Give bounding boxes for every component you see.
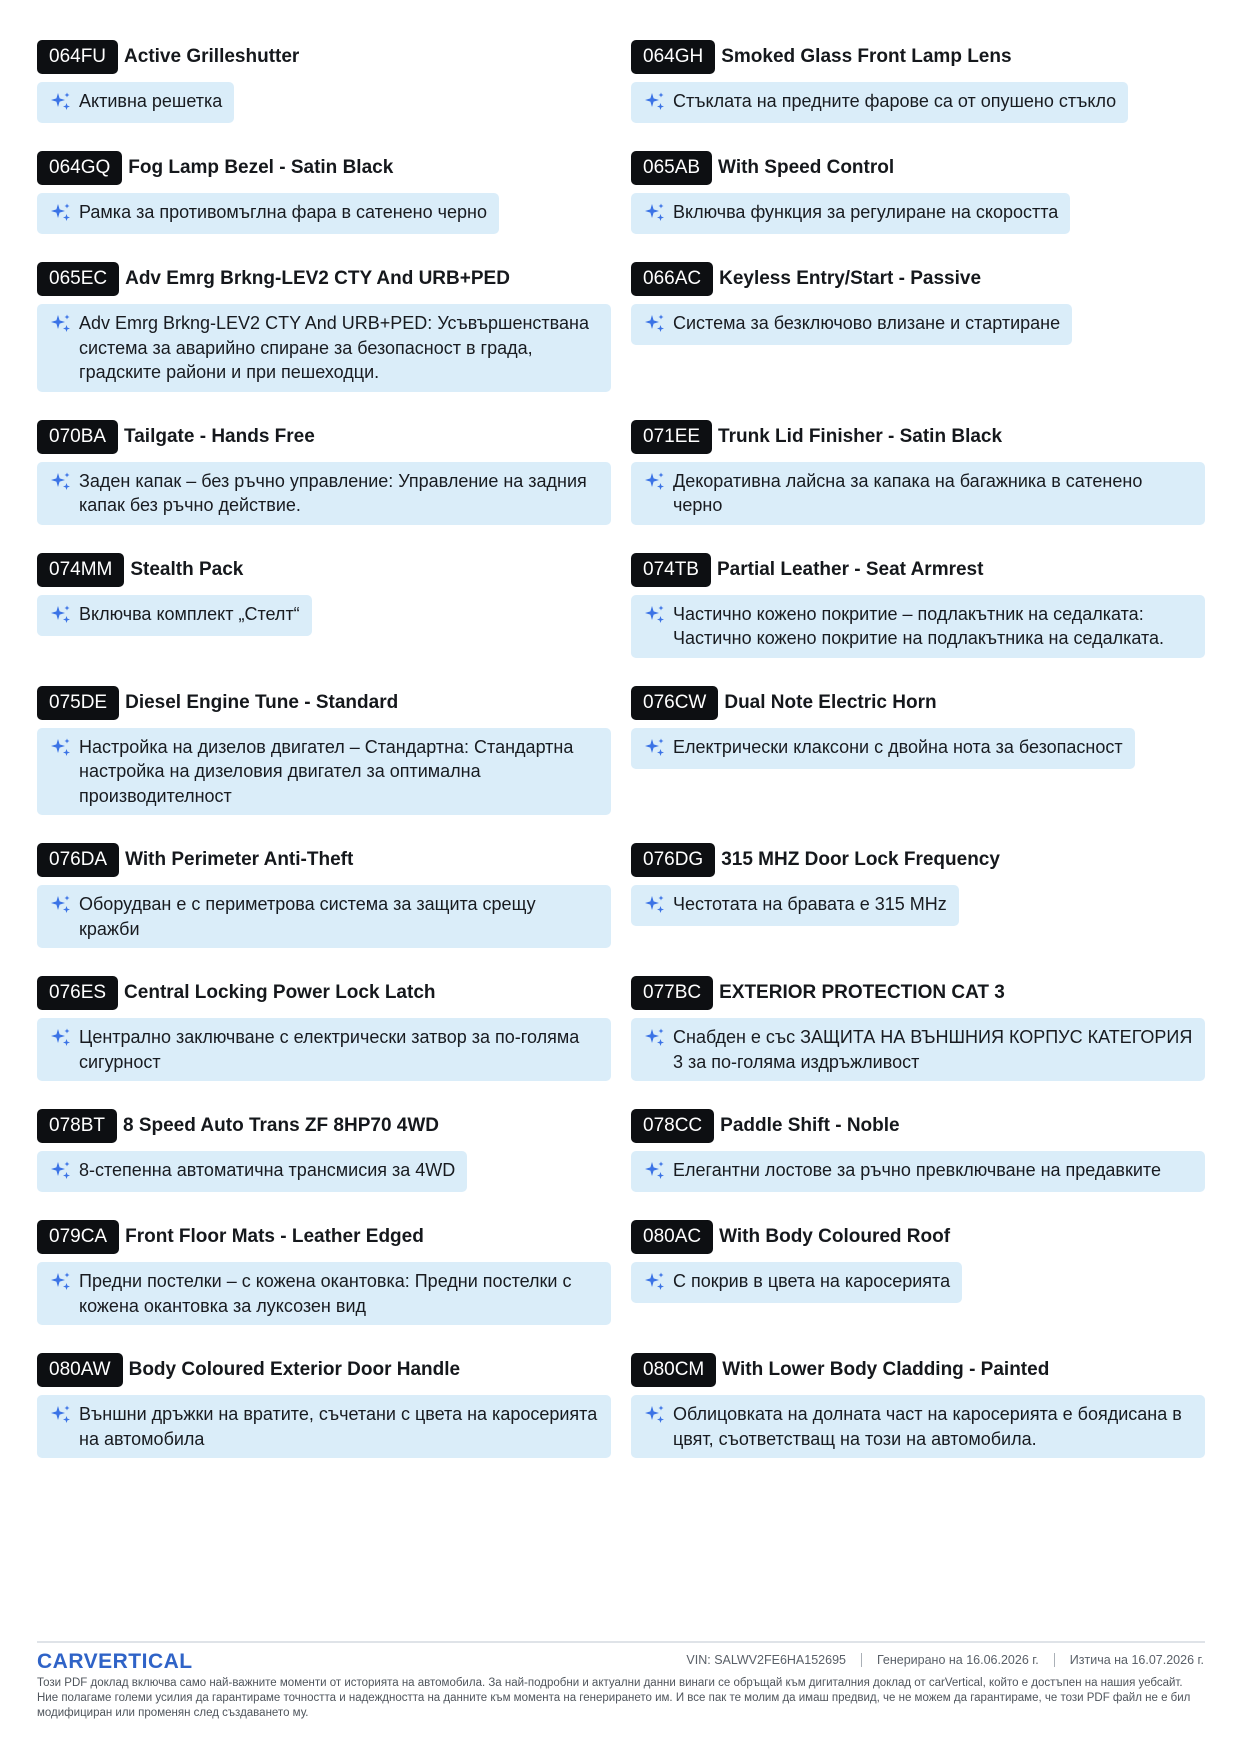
feature-title: Fog Lamp Bezel - Satin Black (128, 157, 394, 178)
feature-title: With Speed Control (718, 157, 895, 178)
feature-item (631, 420, 1205, 525)
expiry-date: Изтича на 16.07.2026 г. (1069, 1653, 1204, 1667)
feature-header (37, 1220, 611, 1254)
description-text: Външни дръжки на вратите, съчетани с цвета на каросерията на автомобила (79, 1404, 598, 1449)
feature-item (631, 1220, 1205, 1325)
option-code: 076CW (631, 686, 718, 720)
description-text: Електрически клаксони с двойна нота за безопасност (673, 736, 1123, 757)
feature-description (37, 82, 234, 123)
vin-number: VIN: SALWV2FE6HA152695 (686, 1653, 846, 1667)
feature-item (631, 40, 1205, 123)
option-code: 064GH (631, 40, 715, 74)
feature-header (37, 1109, 611, 1143)
ai-sparkle-icon (643, 736, 669, 762)
feature-title: Active Grilleshutter (124, 46, 300, 67)
feature-description (37, 1018, 611, 1081)
feature-item (37, 1109, 611, 1192)
feature-title: With Perimeter Anti-Theft (125, 849, 354, 870)
description-text: Оборудван е с периметрова система за защита срещу кражби (79, 894, 536, 939)
description-text: Частично кожено покритие – подлакътник на седалката: Частично кожено покритие на подлакътника на седалката. (673, 603, 1165, 648)
ai-sparkle-icon (643, 1159, 669, 1185)
feature-header (37, 40, 611, 74)
feature-title: Diesel Engine Tune - Standard (125, 691, 399, 713)
feature-item (37, 686, 611, 816)
option-code: 071EE (631, 420, 712, 454)
feature-item (37, 151, 611, 234)
option-code: 075DE (37, 686, 119, 720)
ai-sparkle-icon (643, 893, 669, 919)
description-text: 8-степенна автоматична трансмисия за 4WD (79, 1160, 456, 1180)
feature-title: Paddle Shift - Noble (720, 1115, 900, 1136)
description-text: Заден капак – без ръчно управление: Управление на задния капак без ръчно действие. (79, 470, 587, 515)
feature-title: Trunk Lid Finisher - Satin Black (718, 425, 1003, 447)
ai-sparkle-icon (49, 312, 75, 338)
feature-title: Stealth Pack (130, 558, 244, 580)
feature-title: 8 Speed Auto Trans ZF 8HP70 4WD (122, 1115, 440, 1136)
feature-item (631, 686, 1205, 816)
option-code: 076ES (37, 976, 118, 1010)
feature-title: 315 MHZ Door Lock Frequency (721, 849, 1000, 870)
feature-title: Tailgate - Hands Free (124, 425, 315, 447)
option-code: 065AB (631, 151, 712, 185)
option-code: 070BA (37, 420, 118, 454)
ai-sparkle-icon (49, 893, 75, 919)
meta-divider (861, 1653, 862, 1667)
ai-sparkle-icon (49, 1026, 75, 1052)
ai-sparkle-icon (49, 736, 75, 762)
feature-header (631, 553, 1205, 587)
feature-description (631, 462, 1205, 525)
option-code: 078BT (37, 1109, 117, 1143)
feature-title: With Lower Body Cladding - Painted (722, 1359, 1050, 1380)
feature-item (631, 976, 1205, 1081)
option-code: 080AC (631, 1220, 713, 1254)
ai-sparkle-icon (49, 201, 75, 227)
feature-item (631, 1353, 1205, 1458)
feature-description (37, 885, 611, 948)
option-code: 079CA (37, 1220, 119, 1254)
ai-sparkle-icon (49, 1403, 75, 1429)
footer-meta (686, 1653, 1204, 1667)
feature-header (631, 262, 1205, 296)
feature-item (37, 1220, 611, 1325)
option-code: 064GQ (37, 151, 122, 185)
ai-sparkle-icon (49, 90, 75, 116)
feature-item (37, 262, 611, 392)
feature-item (631, 262, 1205, 392)
option-code: 065EC (37, 262, 119, 296)
feature-description (37, 462, 611, 525)
ai-sparkle-icon (643, 470, 669, 496)
meta-divider (1054, 1653, 1055, 1667)
feature-description (631, 1395, 1205, 1458)
ai-sparkle-icon (643, 201, 669, 227)
feature-description (37, 1151, 467, 1192)
feature-item (631, 553, 1205, 658)
feature-header (37, 843, 611, 877)
feature-item (631, 843, 1205, 948)
feature-description (37, 728, 611, 816)
feature-header (37, 553, 611, 587)
feature-header (631, 420, 1205, 454)
ai-sparkle-icon (49, 470, 75, 496)
feature-item (37, 843, 611, 948)
feature-header (631, 1220, 1205, 1254)
feature-header (37, 420, 611, 454)
description-text: Adv Emrg Brkng-LEV2 CTY And URB+PED: Усъвършенствана система за аварийно спиране за безопасност в града, градските райони и при пешеходци. (79, 313, 589, 382)
feature-header (631, 1109, 1205, 1143)
feature-header (37, 976, 611, 1010)
feature-title: Body Coloured Exterior Door Handle (128, 1359, 461, 1380)
feature-description (37, 1395, 611, 1458)
description-text: Система за безключово влизане и стартиране (673, 313, 1061, 333)
feature-header (37, 686, 611, 720)
feature-description (631, 82, 1128, 123)
feature-item (631, 1109, 1205, 1192)
option-code: 074TB (631, 553, 711, 587)
feature-description (631, 1262, 962, 1303)
description-text: Предни постелки – с кожена окантовка: Предни постелки с кожена окантовка за луксозен вид (79, 1271, 572, 1316)
option-code: 066AC (631, 262, 713, 296)
feature-item (37, 1353, 611, 1458)
feature-title: Front Floor Mats - Leather Edged (125, 1226, 424, 1247)
feature-header (631, 976, 1205, 1010)
feature-item (37, 40, 611, 123)
option-code: 076DA (37, 843, 119, 877)
feature-title: With Body Coloured Roof (719, 1226, 951, 1247)
ai-sparkle-icon (49, 1270, 75, 1296)
description-text: Декоративна лайсна за капака на багажника в сатенено черно (673, 470, 1143, 515)
description-text: Включва комплект „Стелт“ (79, 603, 300, 624)
feature-grid (37, 40, 1205, 1486)
feature-description (37, 1262, 611, 1325)
feature-title: Keyless Entry/Start - Passive (719, 268, 982, 289)
carvertical-logo: CARVERTICAL (37, 1650, 193, 1673)
feature-header (37, 262, 611, 296)
ai-sparkle-icon (49, 1159, 75, 1185)
feature-header (631, 843, 1205, 877)
description-text: Включва функция за регулиране на скоростта (673, 202, 1059, 222)
ai-sparkle-icon (643, 1403, 669, 1429)
disclaimer-text: Този PDF доклад включва само най-важните моменти от историята на автомобила. За най-подробни и актуални данни винаги се обръщай към дигиталния доклад от carVertical, който е достъпен на нашия уебсайт. Ние полагаме големи усилия да гарантираме точността и надеждността на данните към момента на генерирането им. И все пак те молим да имаш предвид, че не можем да гарантираме, че този PDF файл не е бил модифициран или променян след създаването му. (37, 1677, 1191, 1719)
feature-title: Adv Emrg Brkng-LEV2 CTY And URB+PED (125, 268, 510, 289)
feature-item (37, 976, 611, 1081)
feature-title: Dual Note Electric Horn (724, 691, 937, 713)
feature-title: Central Locking Power Lock Latch (124, 982, 436, 1003)
feature-description (631, 1018, 1205, 1081)
feature-item (37, 420, 611, 525)
description-text: Снабден е със ЗАЩИТА НА ВЪНШНИЯ КОРПУС КАТЕГОРИЯ 3 за по-голяма издръжливост (673, 1027, 1193, 1072)
feature-description (631, 595, 1205, 658)
feature-header (631, 1353, 1205, 1387)
feature-description (631, 193, 1070, 234)
option-code: 080CM (631, 1353, 716, 1387)
description-text: Настройка на дизелов двигател – Стандартна: Стандартна настройка на дизеловия двигател за оптимална производителност (79, 736, 574, 806)
feature-header (631, 151, 1205, 185)
feature-description (631, 885, 959, 926)
option-code: 080AW (37, 1353, 123, 1387)
ai-sparkle-icon (643, 603, 669, 629)
generated-date: Генерирано на 16.06.2026 г. (876, 1653, 1039, 1667)
footer-divider (37, 1641, 1205, 1643)
ai-sparkle-icon (643, 90, 669, 116)
feature-title: Smoked Glass Front Lamp Lens (721, 46, 1012, 67)
option-code: 064FU (37, 40, 118, 74)
description-text: Рамка за противомъглна фара в сатенено черно (79, 202, 487, 222)
description-text: Централно заключване с електрически затвор за по-голяма сигурност (79, 1027, 580, 1072)
feature-item (37, 553, 611, 658)
feature-description (37, 595, 312, 636)
feature-header (631, 686, 1205, 720)
feature-description (631, 728, 1135, 769)
ai-sparkle-icon (643, 1026, 669, 1052)
feature-description (37, 304, 611, 392)
feature-description (631, 1151, 1205, 1192)
feature-title: EXTERIOR PROTECTION CAT 3 (719, 982, 1005, 1003)
description-text: Облицовката на долната част на каросерията е боядисана в цвят, съответстващ на този на автомобила. (673, 1404, 1182, 1449)
ai-sparkle-icon (643, 312, 669, 338)
feature-header (37, 151, 611, 185)
description-text: Стъклата на предните фарове са от опушено стъкло (673, 91, 1117, 111)
description-text: Елегантни лостове за ръчно превключване на предавките (673, 1160, 1161, 1180)
option-code: 078CC (631, 1109, 714, 1143)
feature-description (631, 304, 1072, 345)
feature-header (37, 1353, 611, 1387)
option-code: 076DG (631, 843, 715, 877)
description-text: С покрив в цвета на каросерията (673, 1271, 951, 1291)
feature-header (631, 40, 1205, 74)
description-text: Честотата на бравата е 315 MHz (673, 894, 947, 914)
option-code: 074MM (37, 553, 124, 587)
feature-item (631, 151, 1205, 234)
feature-title: Partial Leather - Seat Armrest (716, 558, 984, 580)
ai-sparkle-icon (49, 603, 75, 629)
option-code: 077BC (631, 976, 713, 1010)
feature-description (37, 193, 499, 234)
ai-sparkle-icon (643, 1270, 669, 1296)
description-text: Активна решетка (79, 91, 223, 111)
